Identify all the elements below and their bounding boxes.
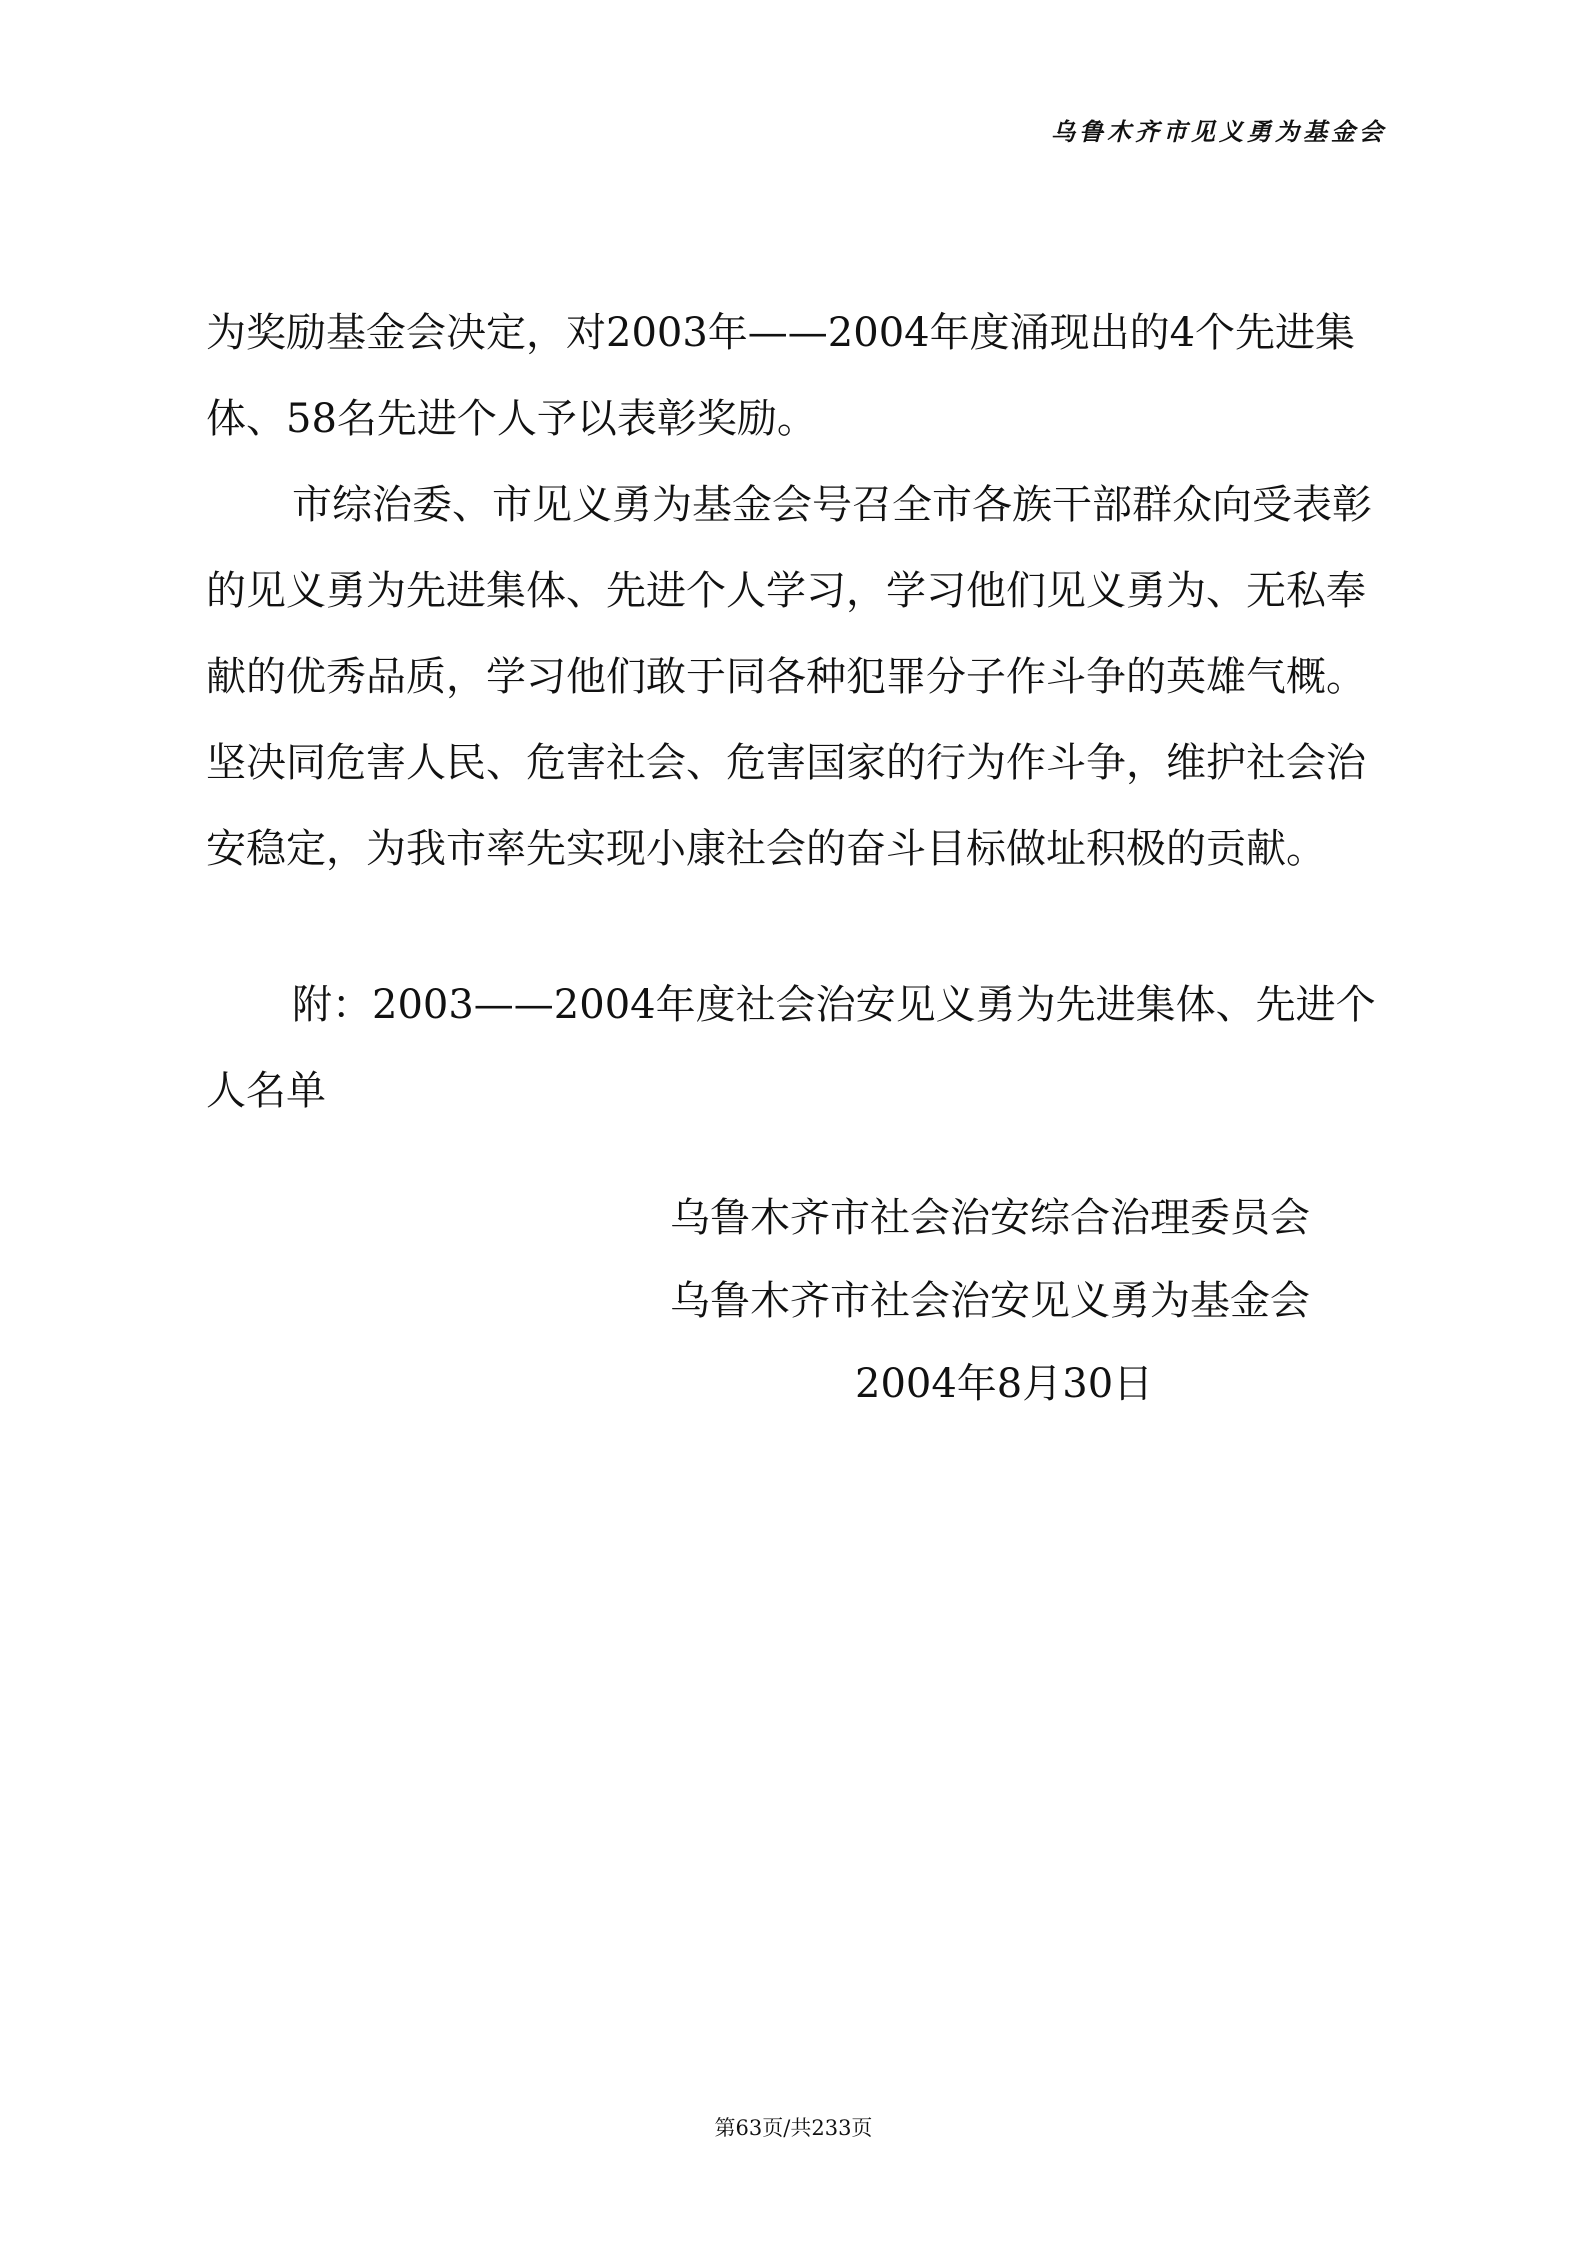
page-number-footer: 第63页/共233页 bbox=[714, 2116, 873, 2140]
signature-org-committee: 乌鲁木齐市社会治安综合治理委员会 bbox=[670, 1195, 1310, 1241]
signature-date: 2004年8月30日 bbox=[855, 1361, 1154, 1407]
paragraph-attachment-note: 附：2003——2004年度社会治安见义勇为先进集体、先进个人名单 bbox=[206, 982, 1376, 1114]
signature-block bbox=[670, 1177, 1390, 1426]
signature-org-foundation: 乌鲁木齐市社会治安见义勇为基金会 bbox=[670, 1278, 1310, 1324]
paragraph-call-to-learn: 市综治委、市见义勇为基金会号召全市各族干部群众向受表彰的见义勇为先进集体、先进个人学习，学习他们见义勇为、无私奉献的优秀品质，学习他们敢于同各种犯罪分子作斗争的英雄气概。坚决同危害人民、危害社会、危害国家的行为作斗争，维护社会治安稳定，为我市率先实现小康社会的奋斗目标做址积极的贡献。 bbox=[206, 482, 1372, 872]
page-header-title: 乌鲁木齐市见义勇为基金会 bbox=[1051, 117, 1387, 146]
paragraph-award-decision: 为奖励基金会决定，对2003年——2004年度涌现出的4个先进集体、58名先进个人予以表彰奖励。 bbox=[206, 310, 1356, 442]
document-body bbox=[206, 290, 1386, 1134]
